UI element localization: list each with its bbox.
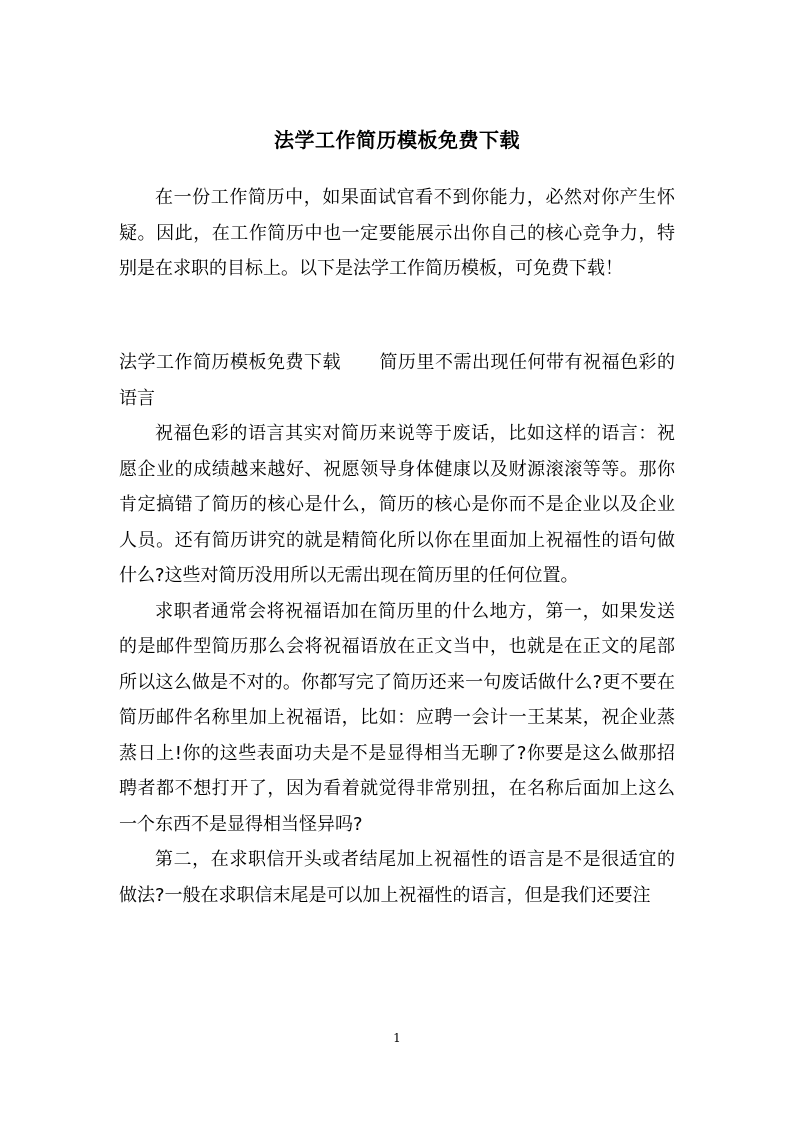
body-paragraph: 第二，在求职信开头或者结尾加上祝福性的语言是不是很适宜的做法?一般在求职信末尾是可以加上祝福性的语言，但是我们还要注	[119, 849, 675, 906]
body-paragraph: 求职者通常会将祝福语加在简历里的什么地方，第一，如果发送的是邮件型简历那么会将祝福语放在正文当中，也就是在正文的尾部所以这么做是不对的。你都写完了简历还来一句废话做什么?更不要在简历邮件名称里加上祝福语，比如：应聘一会计一王某某，祝企业蒸蒸日上!你的这些表面功夫是不是显得相当无聊了?你要是这么做那招聘者都不想打开了，因为看着就觉得非常别扭，在名称后面加上这么一个东西不是显得相当怪异吗?	[119, 600, 675, 835]
main-section	[119, 345, 675, 913]
section-heading-left: 法学工作简历模板免费下载	[119, 352, 341, 373]
document-title: 法学工作简历模板免费下载	[274, 128, 520, 152]
intro-paragraph: 在一份工作简历中，如果面试官看不到你能力，必然对你产生怀疑。因此，在工作简历中也一定要能展示出你自己的核心竞争力，特别是在求职的目标上。以下是法学工作简历模板，可免费下载！	[119, 187, 675, 279]
body-paragraph: 祝福色彩的语言其实对简历来说等于废话，比如这样的语言：祝愿企业的成绩越来越好、祝愿领导身体健康以及财源滚滚等等。那你肯定搞错了简历的核心是什么，简历的核心是你而不是企业以及企业人员。还有简历讲究的就是精简化所以你在里面加上祝福性的语句做什么?这些对简历没用所以无需出现在简历里的任何位置。	[119, 423, 675, 586]
page-number: 1	[393, 1031, 401, 1045]
intro-section	[119, 180, 675, 287]
section-heading-right: 简历里不需出现任何带有祝福色彩的语言	[119, 352, 675, 409]
section-heading	[119, 345, 675, 416]
